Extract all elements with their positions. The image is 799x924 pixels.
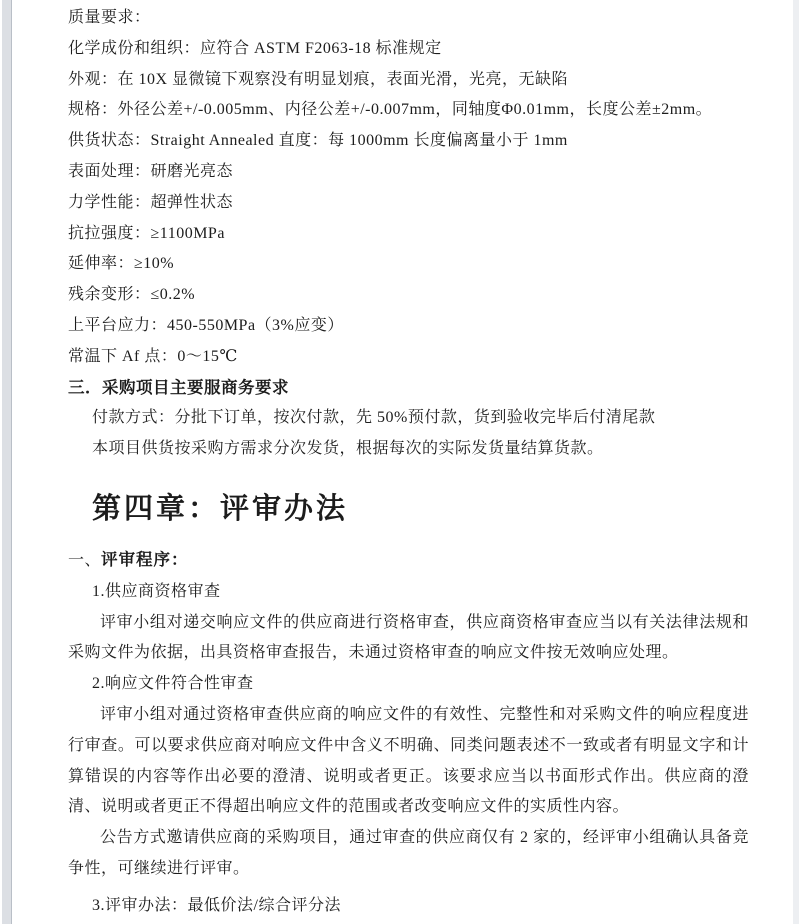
spec-mechanical-properties: 力学性能：超弹性状态 xyxy=(68,193,234,211)
paragraph-delivery-terms: 本项目供货按采购方需求分次发货，根据每次的实际发货量结算货款。 xyxy=(92,440,604,458)
paragraph-qualification-review: 评审小组对递交响应文件的供应商进行资格审查，供应商资格审查应当以有关法律法规和采购文件为依据，出具资格审查报告，未通过资格审查的响应文件按无效响应处理。 xyxy=(68,613,749,662)
paragraph-two-suppliers: 公告方式邀请供应商的采购项目，通过审查的供应商仅有 2 家的，经评审小组确认具备竞争性，可继续进行评审。 xyxy=(68,829,749,877)
list-item-qualification-review: 1.供应商资格审查 xyxy=(92,582,221,600)
spec-surface-treatment: 表面处理：研磨光亮态 xyxy=(68,162,234,180)
chapter-title: 第四章：评审办法 xyxy=(92,492,349,525)
section-heading-business-requirements: 三．采购项目主要服商务要求 xyxy=(68,377,289,397)
spec-supply-condition: 供货状态：Straight Annealed 直度：每 1000mm 长度偏离量小于 1mm xyxy=(68,132,568,150)
spec-elongation: 延伸率：≥10% xyxy=(68,255,175,273)
section-number: 一、 xyxy=(68,551,102,569)
section-heading-review-procedure xyxy=(68,545,749,577)
spec-dimensions: 规格：外径公差+/-0.005mm、内径公差+/-0.007mm，同轴度Φ0.01mm，长度公差±2mm。 xyxy=(68,101,713,119)
spec-residual-deformation: 残余变形：≤0.2% xyxy=(68,286,196,304)
paragraph-compliance-review: 评审小组对通过资格审查供应商的响应文件的有效性、完整性和对采购文件的响应程度进行审查。可以要求供应商对响应文件中含义不明确、同类问题表述不一致或者有明显文字和计算错误的内容等作出必要的澄清、说明或者更正。该要求应当以书面形式作出。供应商的澄清、说明或者更正不得超出响应文件的范围或者改变响应文件的实质性内容。 xyxy=(68,705,749,816)
spec-tensile-strength: 抗拉强度：≥1100MPa xyxy=(68,224,225,242)
spec-chemical-composition: 化学成份和组织：应符合 ASTM F2063-18 标准规定 xyxy=(68,39,442,57)
section-title-text: 评审程序： xyxy=(101,549,189,569)
spec-af-point: 常温下 Af 点：0～15℃ xyxy=(68,347,238,365)
spec-upper-plateau-stress: 上平台应力：450-550MPa（3%应变） xyxy=(68,316,344,334)
list-item-compliance-review: 2.响应文件符合性审查 xyxy=(92,675,254,693)
document-page xyxy=(12,0,793,924)
spec-quality-requirements: 质量要求： xyxy=(68,9,151,26)
spec-appearance: 外观：在 10X 显微镜下观察没有明显划痕，表面光滑，光亮，无缺陷 xyxy=(68,70,569,88)
paragraph-payment-terms: 付款方式：分批下订单，按次付款，先 50%预付款，货到验收完毕后付清尾款 xyxy=(92,409,656,427)
page-left-edge xyxy=(2,0,12,924)
list-item-evaluation-method: 3.评审办法：最低价法/综合评分法 xyxy=(92,896,341,914)
